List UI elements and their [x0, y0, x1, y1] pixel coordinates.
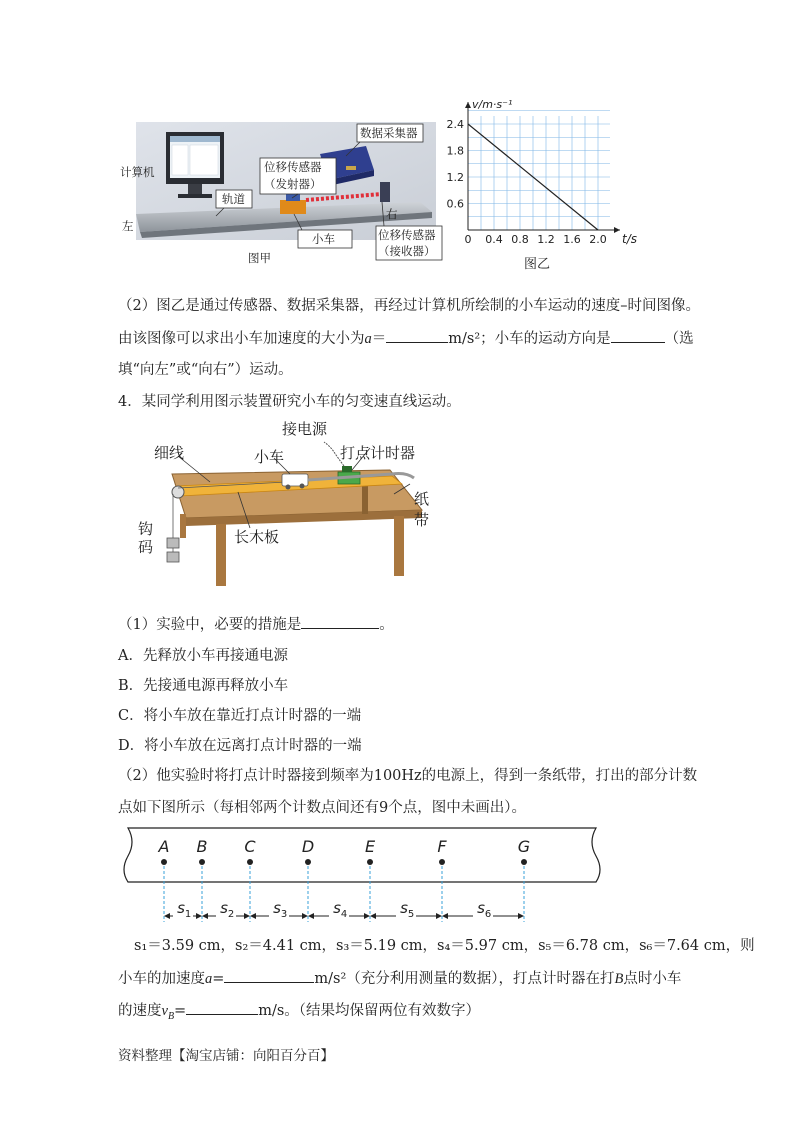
answer-blank-vb[interactable] — [186, 1000, 258, 1015]
label-right: 右 — [386, 207, 398, 221]
q3-text: 由该图像可以求出小车加速度的大小为 — [118, 331, 365, 347]
y-axis-label: v/m·s⁻¹ — [472, 98, 513, 111]
segment-arrow-head-right — [244, 913, 250, 919]
tape-label-b: B — [196, 837, 208, 856]
accel-unit: m/s² — [314, 971, 347, 987]
x-axis-arrow — [614, 227, 620, 233]
figure-jia — [120, 110, 450, 270]
label-cart: 小车 — [312, 232, 335, 246]
label-track: 轨道 — [222, 192, 245, 206]
label-board: 长木板 — [234, 528, 280, 546]
equals: ＝ — [371, 331, 387, 347]
label-cart-q4: 小车 — [254, 448, 285, 466]
tape-dot-a — [161, 859, 167, 865]
accel-text-b: （充分利用测量的数据），打点计时器在打 — [346, 971, 615, 987]
tape-label-c: C — [244, 837, 256, 856]
segment-arrow-head-left — [202, 913, 208, 919]
label-sensor-tx-2: （发射器） — [264, 177, 322, 191]
segment-arrow-head-left — [250, 913, 256, 919]
label-hook-2: 码 — [138, 538, 154, 556]
label-power: 接电源 — [282, 420, 328, 438]
tape-label-e: E — [364, 837, 376, 856]
option-d: D．将小车放在远离打点计时器的一端 — [118, 738, 362, 754]
segment-label-sub-s6: 6 — [484, 909, 492, 920]
segment-arrow-head-right — [518, 913, 524, 919]
caption-jia: 图甲 — [248, 251, 271, 265]
label-tape: 纸带 — [414, 490, 430, 529]
answer-blank-measure[interactable] — [301, 614, 379, 629]
label-string: 细线 — [154, 444, 185, 462]
label-collector: 数据采集器 — [360, 126, 418, 140]
q3-part2-line1: （2）图乙是通过传感器、数据采集器，再经过计算机所绘制的小车运动的速度–时间图像。 — [118, 298, 700, 314]
x-tick-label: 0.4 — [485, 233, 503, 246]
segment-label-s1: s — [177, 899, 185, 917]
label-left: 左 — [122, 219, 134, 233]
tape-label-f: F — [437, 837, 447, 856]
figure-q4-apparatus — [130, 418, 440, 598]
tape-label-d: D — [301, 837, 315, 856]
x-tick-label: 0 — [464, 233, 472, 246]
footer: 资料整理【淘宝店铺：向阳百分百】 — [118, 1048, 334, 1064]
answer-blank-direction[interactable] — [611, 328, 665, 343]
q4-accel-line — [118, 968, 681, 989]
x-tick-label: 1.6 — [563, 233, 581, 246]
segment-arrow-head-right — [196, 913, 202, 919]
unit-text: m/s²；小车的运动方向是 — [448, 331, 611, 347]
x-tick-label: 2.0 — [589, 233, 607, 246]
q4-part2-line1: （2）他实验时将打点计时器接到频率为100Hz的电源上，得到一条纸带，打出的部分计数 — [118, 768, 698, 784]
segment-label-sub-s4: 4 — [340, 909, 348, 920]
var-a-q4: a — [205, 971, 213, 987]
y-tick-label: 2.4 — [446, 118, 464, 131]
y-axis-arrow — [465, 102, 471, 108]
tape-dot-e — [367, 859, 373, 865]
y-tick-label: 1.8 — [446, 144, 464, 158]
segment-label-s6: s — [477, 899, 485, 917]
segment-label-s5: s — [400, 899, 408, 917]
q4-part1 — [118, 614, 394, 635]
paper-tape — [118, 822, 618, 932]
segment-arrow-head-left — [370, 913, 376, 919]
vel-unit: m/s。（结果均保留两位有效数字） — [258, 1003, 481, 1019]
q4-part2-line2: 点如下图所示（每相邻两个计数点间还有9个点，图中未画出）。 — [118, 800, 526, 816]
figure-yi — [440, 96, 640, 276]
q3-part2-line3: 填“向左”或“向右”）运动。 — [118, 362, 293, 378]
label-sensor-rx-2: （接收器） — [378, 244, 436, 258]
q4-part1-text: （1）实验中，必要的措施是 — [118, 617, 302, 633]
segment-arrow-head-left — [442, 913, 448, 919]
accel-eq: = — [212, 971, 225, 987]
segment-label-s3: s — [273, 899, 281, 917]
label-sensor-tx-1: 位移传感器 — [264, 160, 322, 174]
tape-dot-c — [247, 859, 253, 865]
segment-label-sub-s1: 1 — [184, 909, 192, 920]
choice-text: （选 — [664, 331, 694, 347]
figure-paper-tape — [118, 822, 618, 932]
segment-label-sub-s5: 5 — [407, 909, 415, 920]
accel-text-c: 点时小车 — [623, 971, 682, 987]
y-tick-label: 1.2 — [446, 171, 464, 184]
segment-label-s2: s — [220, 899, 228, 917]
point-b: B — [614, 971, 624, 987]
vt-chart — [440, 96, 640, 256]
answer-blank-accel[interactable] — [386, 328, 448, 343]
accel-text: 小车的加速度 — [118, 971, 205, 987]
segment-arrow-head-left — [308, 913, 314, 919]
x-axis-label: t/s — [622, 232, 637, 246]
caption-yi: 图乙 — [524, 257, 551, 272]
q4-part1-end: 。 — [379, 617, 394, 633]
x-tick-label: 0.8 — [511, 233, 529, 246]
var-v-sub: B — [167, 1010, 175, 1022]
tape-dot-g — [521, 859, 527, 865]
q4-vel-line — [118, 1000, 480, 1027]
x-tick-label: 1.2 — [537, 233, 555, 246]
var-v: v — [161, 1003, 168, 1019]
y-tick-label: 0.6 — [446, 197, 464, 211]
option-c: C．将小车放在靠近打点计时器的一端 — [118, 708, 362, 724]
tape-dot-f — [439, 859, 445, 865]
q3-part2-line2 — [118, 328, 694, 349]
label-sensor-rx-1: 位移传感器 — [378, 228, 436, 242]
tape-label-a: A — [158, 837, 170, 856]
tape-label-g: G — [517, 837, 531, 856]
label-timer: 打点计时器 — [340, 444, 416, 462]
segment-label-sub-s3: 3 — [280, 909, 288, 920]
q4-measurements: s₁＝3.59 cm，s₂＝4.41 cm，s₃＝5.19 cm，s₄＝5.97 cm，s₅＝6.78 cm，s₆＝7.64 cm，则 — [134, 938, 755, 954]
vel-text: 的速度 — [118, 1003, 162, 1019]
vel-eq: = — [174, 1003, 187, 1019]
option-a: A．先释放小车再接通电源 — [118, 648, 288, 664]
segment-label-sub-s2: 2 — [227, 909, 235, 920]
segment-arrow-head-right — [436, 913, 442, 919]
label-hook-1: 钩 — [138, 520, 154, 538]
var-a: a — [364, 331, 372, 347]
q4-stem: 4．某同学利用图示装置研究小车的匀变速直线运动。 — [118, 394, 461, 410]
segment-label-s4: s — [333, 899, 341, 917]
segment-arrow-head-right — [302, 913, 308, 919]
segment-arrow-head-right — [364, 913, 370, 919]
option-b: B．先接通电源再释放小车 — [118, 678, 289, 694]
segment-arrow-head-left — [164, 913, 170, 919]
tape-dot-b — [199, 859, 205, 865]
label-computer: 计算机 — [120, 165, 155, 179]
answer-blank-q4-accel[interactable] — [224, 968, 314, 983]
tape-dot-d — [305, 859, 311, 865]
